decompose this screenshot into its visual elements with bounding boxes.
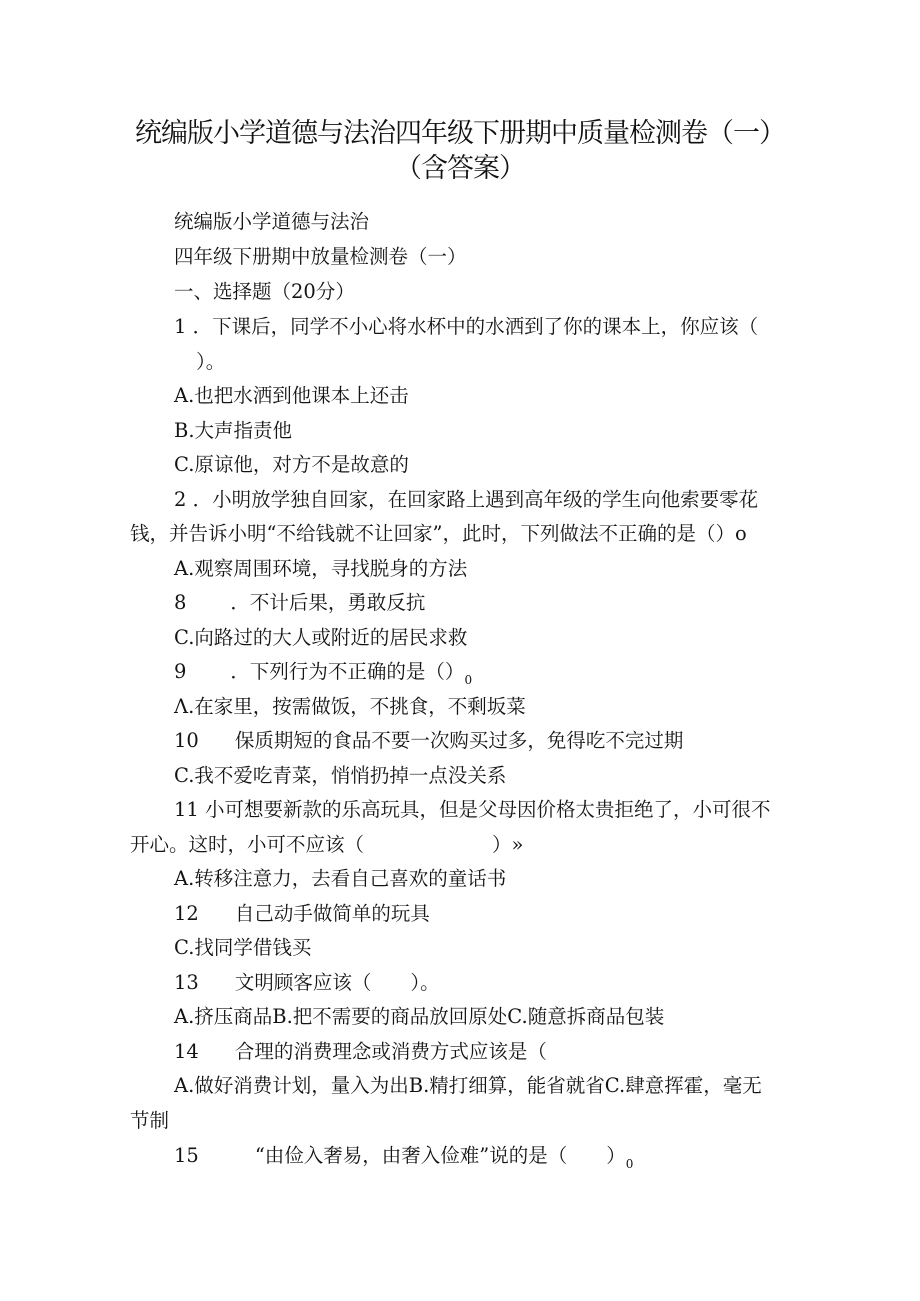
option-line: C.向路过的大人或附近的居民求救 [174, 626, 468, 649]
question-number: 15 [174, 1144, 199, 1167]
option-number: 8 [174, 591, 187, 614]
option-number: 12 [174, 902, 199, 925]
option-continuation: 节制 [130, 1109, 170, 1132]
option-number: 10 [174, 729, 199, 752]
option-line [174, 901, 430, 927]
exam-name-line: 四年级下册期中放量检测卷（一） [174, 245, 467, 268]
question-text: ．下课后，同学不小心将水杯中的水洒到了你的课本上，你应该（ [192, 315, 759, 338]
option-line: A.挤压商品B.把不需要的商品放回原处C.随意拆商品包装 [174, 1005, 665, 1028]
question-tail-mark: 0 [625, 1157, 634, 1171]
option-line: C.原谅他，对方不是故意的 [174, 453, 409, 476]
question-3 [174, 659, 472, 693]
question-7 [174, 1143, 633, 1177]
option-text: 自己动手做简单的玩具 [234, 902, 430, 925]
question-2 [174, 487, 758, 513]
option-line: A.观察周围环境，寻找脱身的方法 [174, 557, 468, 580]
question-text: “由俭入奢易，由奢入俭难”说的是（ ） [254, 1144, 626, 1167]
question-2-continuation: 钱，并告诉小明“不给钱就不让回家”，此时，下列做法不正确的是（）o [130, 522, 747, 545]
option-line: C.找同学借钱买 [174, 936, 312, 959]
question-text: ．下列行为不正确的是（） [230, 660, 465, 683]
question-4-continuation [130, 832, 523, 858]
question-5 [174, 970, 440, 996]
option-line: A.做好消费计划，量入为出B.精打细算，能省就省C.肆意挥霍，毫无 [174, 1074, 762, 1097]
option-line: Λ.在家里，按需做饭，不挑食，不剩坂菜 [174, 695, 526, 718]
document-title-line-1: 统编版小学道德与法治四年级下册期中质量检测卷（一） [135, 118, 785, 149]
question-6 [174, 1039, 547, 1065]
document-title-line-2: （含答案） [395, 153, 525, 184]
question-text: 开心。这时，小可不应该（ [130, 833, 365, 856]
option-line: B.大声指责他 [174, 419, 293, 442]
option-line: A.转移注意力，去看自己喜欢的童话书 [174, 867, 507, 890]
question-1 [174, 314, 758, 340]
option-line [174, 728, 683, 754]
option-line: A.也把水洒到他课本上还击 [174, 384, 409, 407]
subject-line: 统编版小学道德与法治 [174, 210, 370, 233]
question-text: ．小明放学独自回家，在回家路上遇到高年级的学生向他索要零花 [192, 488, 759, 511]
question-tail-mark: 0 [464, 673, 473, 687]
question-1-continuation: ）。 [196, 350, 226, 373]
option-text: 保质期短的食品不要一次购买过多，免得吃不完过期 [234, 729, 684, 752]
question-number: 2 [174, 488, 187, 511]
option-text: ．不计后果，勇敢反抗 [230, 591, 426, 614]
option-line: C.我不爱吃青菜，悄悄扔掉一点没关系 [174, 764, 507, 787]
question-number: 13 [174, 971, 199, 994]
section-title: 一、选择题（20分） [174, 280, 355, 303]
question-4 [174, 797, 771, 823]
question-number: 9 [174, 660, 187, 683]
question-number: 1 [174, 315, 187, 338]
question-text: 小可想要新款的乐高玩具，但是父母因价格太贵拒绝了，小可很不 [205, 798, 771, 821]
question-text: ）» [492, 833, 524, 856]
question-number: 14 [174, 1040, 199, 1063]
question-text: 文明顾客应该（ ）。 [234, 971, 440, 994]
question-text: 合理的消费理念或消费方式应该是（ [234, 1040, 547, 1063]
option-line [174, 590, 425, 616]
question-number: 11 [174, 798, 199, 821]
